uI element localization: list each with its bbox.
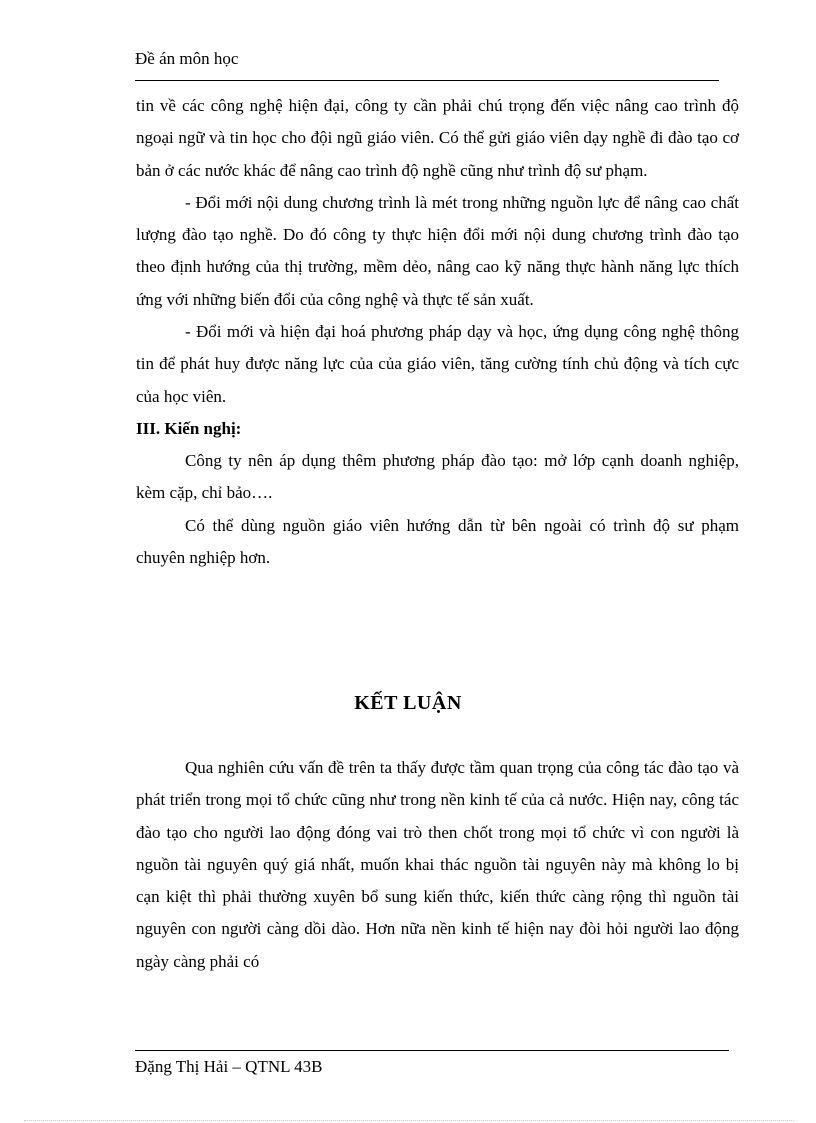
footer-divider bbox=[135, 1050, 729, 1051]
section-heading-recommendations: III. Kiến nghị: bbox=[136, 418, 242, 438]
body-text-conclusion bbox=[136, 752, 739, 978]
body-text-top bbox=[136, 90, 739, 574]
page-footer-author: Đặng Thị Hải – QTNL 43B bbox=[135, 1057, 323, 1076]
conclusion-title: KẾT LUẬN bbox=[354, 692, 462, 714]
page-bottom-edge bbox=[24, 1120, 794, 1121]
paragraph-teaching-method-reform: - Đổi mới và hiện đại hoá phương pháp dạy và học, ứng dụng công nghệ thông tin để phát huy được năng lực của của giáo viên, tăng cường tính chủ động và tích cực của học viên. bbox=[136, 322, 739, 406]
header-divider bbox=[135, 80, 719, 81]
paragraph-curriculum-reform: - Đổi mới nội dung chương trình là mét trong những nguồn lực để nâng cao chất lượng đào tạo nghề. Do đó công ty thực hiện đổi mới nội dung chương trình đào tạo theo định hướng của thị trường, mềm dẻo, nâng cao kỹ năng thực hành năng lực thích ứng với những biến đổi của công nghệ và thực tế sản xuất. bbox=[136, 192, 739, 309]
paragraph-recommendation-training: Công ty nên áp dụng thêm phương pháp đào tạo: mở lớp cạnh doanh nghiệp, kèm cặp, chỉ bảo…. bbox=[136, 450, 739, 503]
page-header-title: Đề án môn học bbox=[135, 49, 239, 68]
paragraph-recommendation-teachers: Có thể dùng nguồn giáo viên hướng dẫn từ bên ngoài có trình độ sư phạm chuyên nghiệp hơn. bbox=[136, 515, 739, 567]
paragraph-continuation: tin về các công nghệ hiện đại, công ty cần phải chú trọng đến việc nâng cao trình độ ngoại ngữ và tin học cho đội ngũ giáo viên. Có thể gửi giáo viên dạy nghề đi đào tạo cơ bản ở các nước khác để nâng cao trình độ nghề cũng như trình độ sư phạm. bbox=[136, 96, 739, 180]
paragraph-conclusion: Qua nghiên cứu vấn đề trên ta thấy được tầm quan trọng của công tác đào tạo và phát triển trong mọi tổ chức cũng như trong nền kinh tế của cả nước. Hiện nay, công tác đào tạo cho người lao động đóng vai trò then chốt trong mọi tổ chức vì con người là nguồn tài nguyên quý giá nhất, muốn khai thác nguồn tài nguyên này mà không lo bị cạn kiệt thì phải thường xuyên bổ sung kiến thức, kiến thức càng rộng thì nguồn tài nguyên con người càng dồi dào. Hơn nữa nền kinh tế hiện nay đòi hỏi người lao động ngày càng phải có bbox=[136, 758, 739, 971]
